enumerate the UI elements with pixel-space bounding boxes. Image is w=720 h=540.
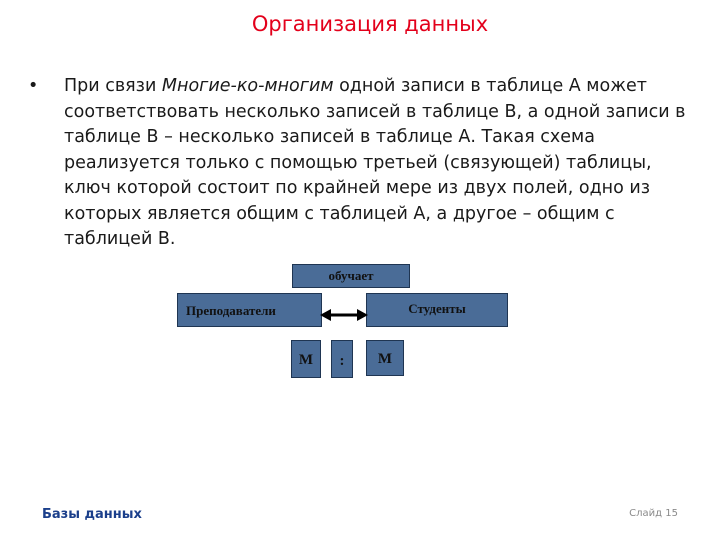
footer-course-title: Базы данных — [42, 507, 142, 522]
bullet-symbol: • — [28, 76, 39, 96]
bullet-text-rest: одной записи в таблице А может соответствовать несколько записей в таблице В, а одной записи в таблице В – несколько записей в таблице А. Такая схема реализуется только с помощью третьей (связующей) таблицы, ключ которой состоит по крайней мере из двух полей, одно из которых является общим с таблицей А, а другое – общим с таблицей В. — [64, 76, 686, 249]
bullet-text-start: При связи — [64, 76, 162, 96]
entity-students-box: Студенты — [366, 293, 508, 327]
relation-box: обучает — [292, 264, 410, 288]
slide-title: Организация данных — [251, 12, 489, 36]
bullet-italic-term: Многие-ко-многим — [161, 76, 334, 96]
bullet-paragraph — [28, 74, 688, 253]
cardinality-separator: : — [331, 340, 353, 378]
entity-teachers-box: Преподаватели — [177, 293, 322, 327]
bullet-text — [64, 74, 688, 253]
cardinality-right: М — [366, 340, 404, 376]
cardinality-left: М — [291, 340, 321, 378]
footer-slide-number: Слайд 15 — [629, 508, 678, 519]
double-arrow-icon — [320, 307, 368, 323]
